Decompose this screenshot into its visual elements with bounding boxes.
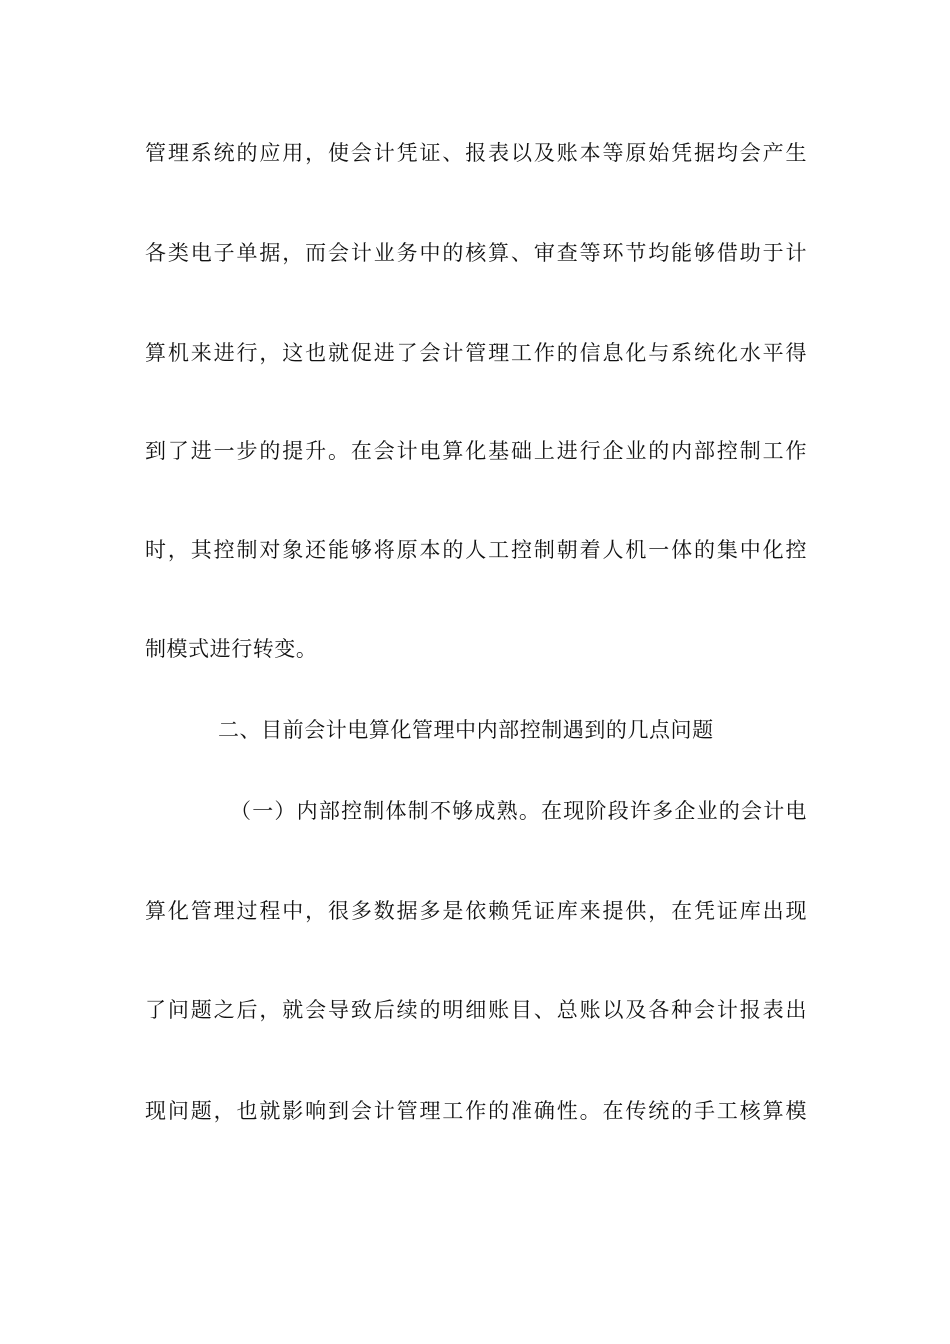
paragraph-2-line-4: 现问题，也就影响到会计管理工作的准确性。在传统的手工核算模 xyxy=(145,1099,807,1123)
paragraph-1-line-2: 各类电子单据，而会计业务中的核算、审查等环节均能够借助于计 xyxy=(145,241,807,265)
paragraph-1-line-5: 时，其控制对象还能够将原本的人工控制朝着人机一体的集中化控 xyxy=(145,538,807,562)
paragraph-1-line-1: 管理系统的应用，使会计凭证、报表以及账本等原始凭据均会产生 xyxy=(145,141,807,165)
paragraph-2-line-2: 算化管理过程中，很多数据多是依赖凭证库来提供，在凭证库出现 xyxy=(145,899,807,923)
paragraph-2-line-1: （一）内部控制体制不够成熟。在现阶段许多企业的会计电 xyxy=(230,799,807,823)
section-heading: 二、目前会计电算化管理中内部控制遇到的几点问题 xyxy=(218,718,714,742)
paragraph-1-line-4: 到了进一步的提升。在会计电算化基础上进行企业的内部控制工作 xyxy=(145,439,807,463)
paragraph-1-line-6: 制模式进行转变。 xyxy=(145,637,318,661)
paragraph-1-line-3: 算机来进行，这也就促进了会计管理工作的信息化与系统化水平得 xyxy=(145,341,807,365)
paragraph-2-line-3: 了问题之后，就会导致后续的明细账目、总账以及各种会计报表出 xyxy=(145,998,807,1022)
